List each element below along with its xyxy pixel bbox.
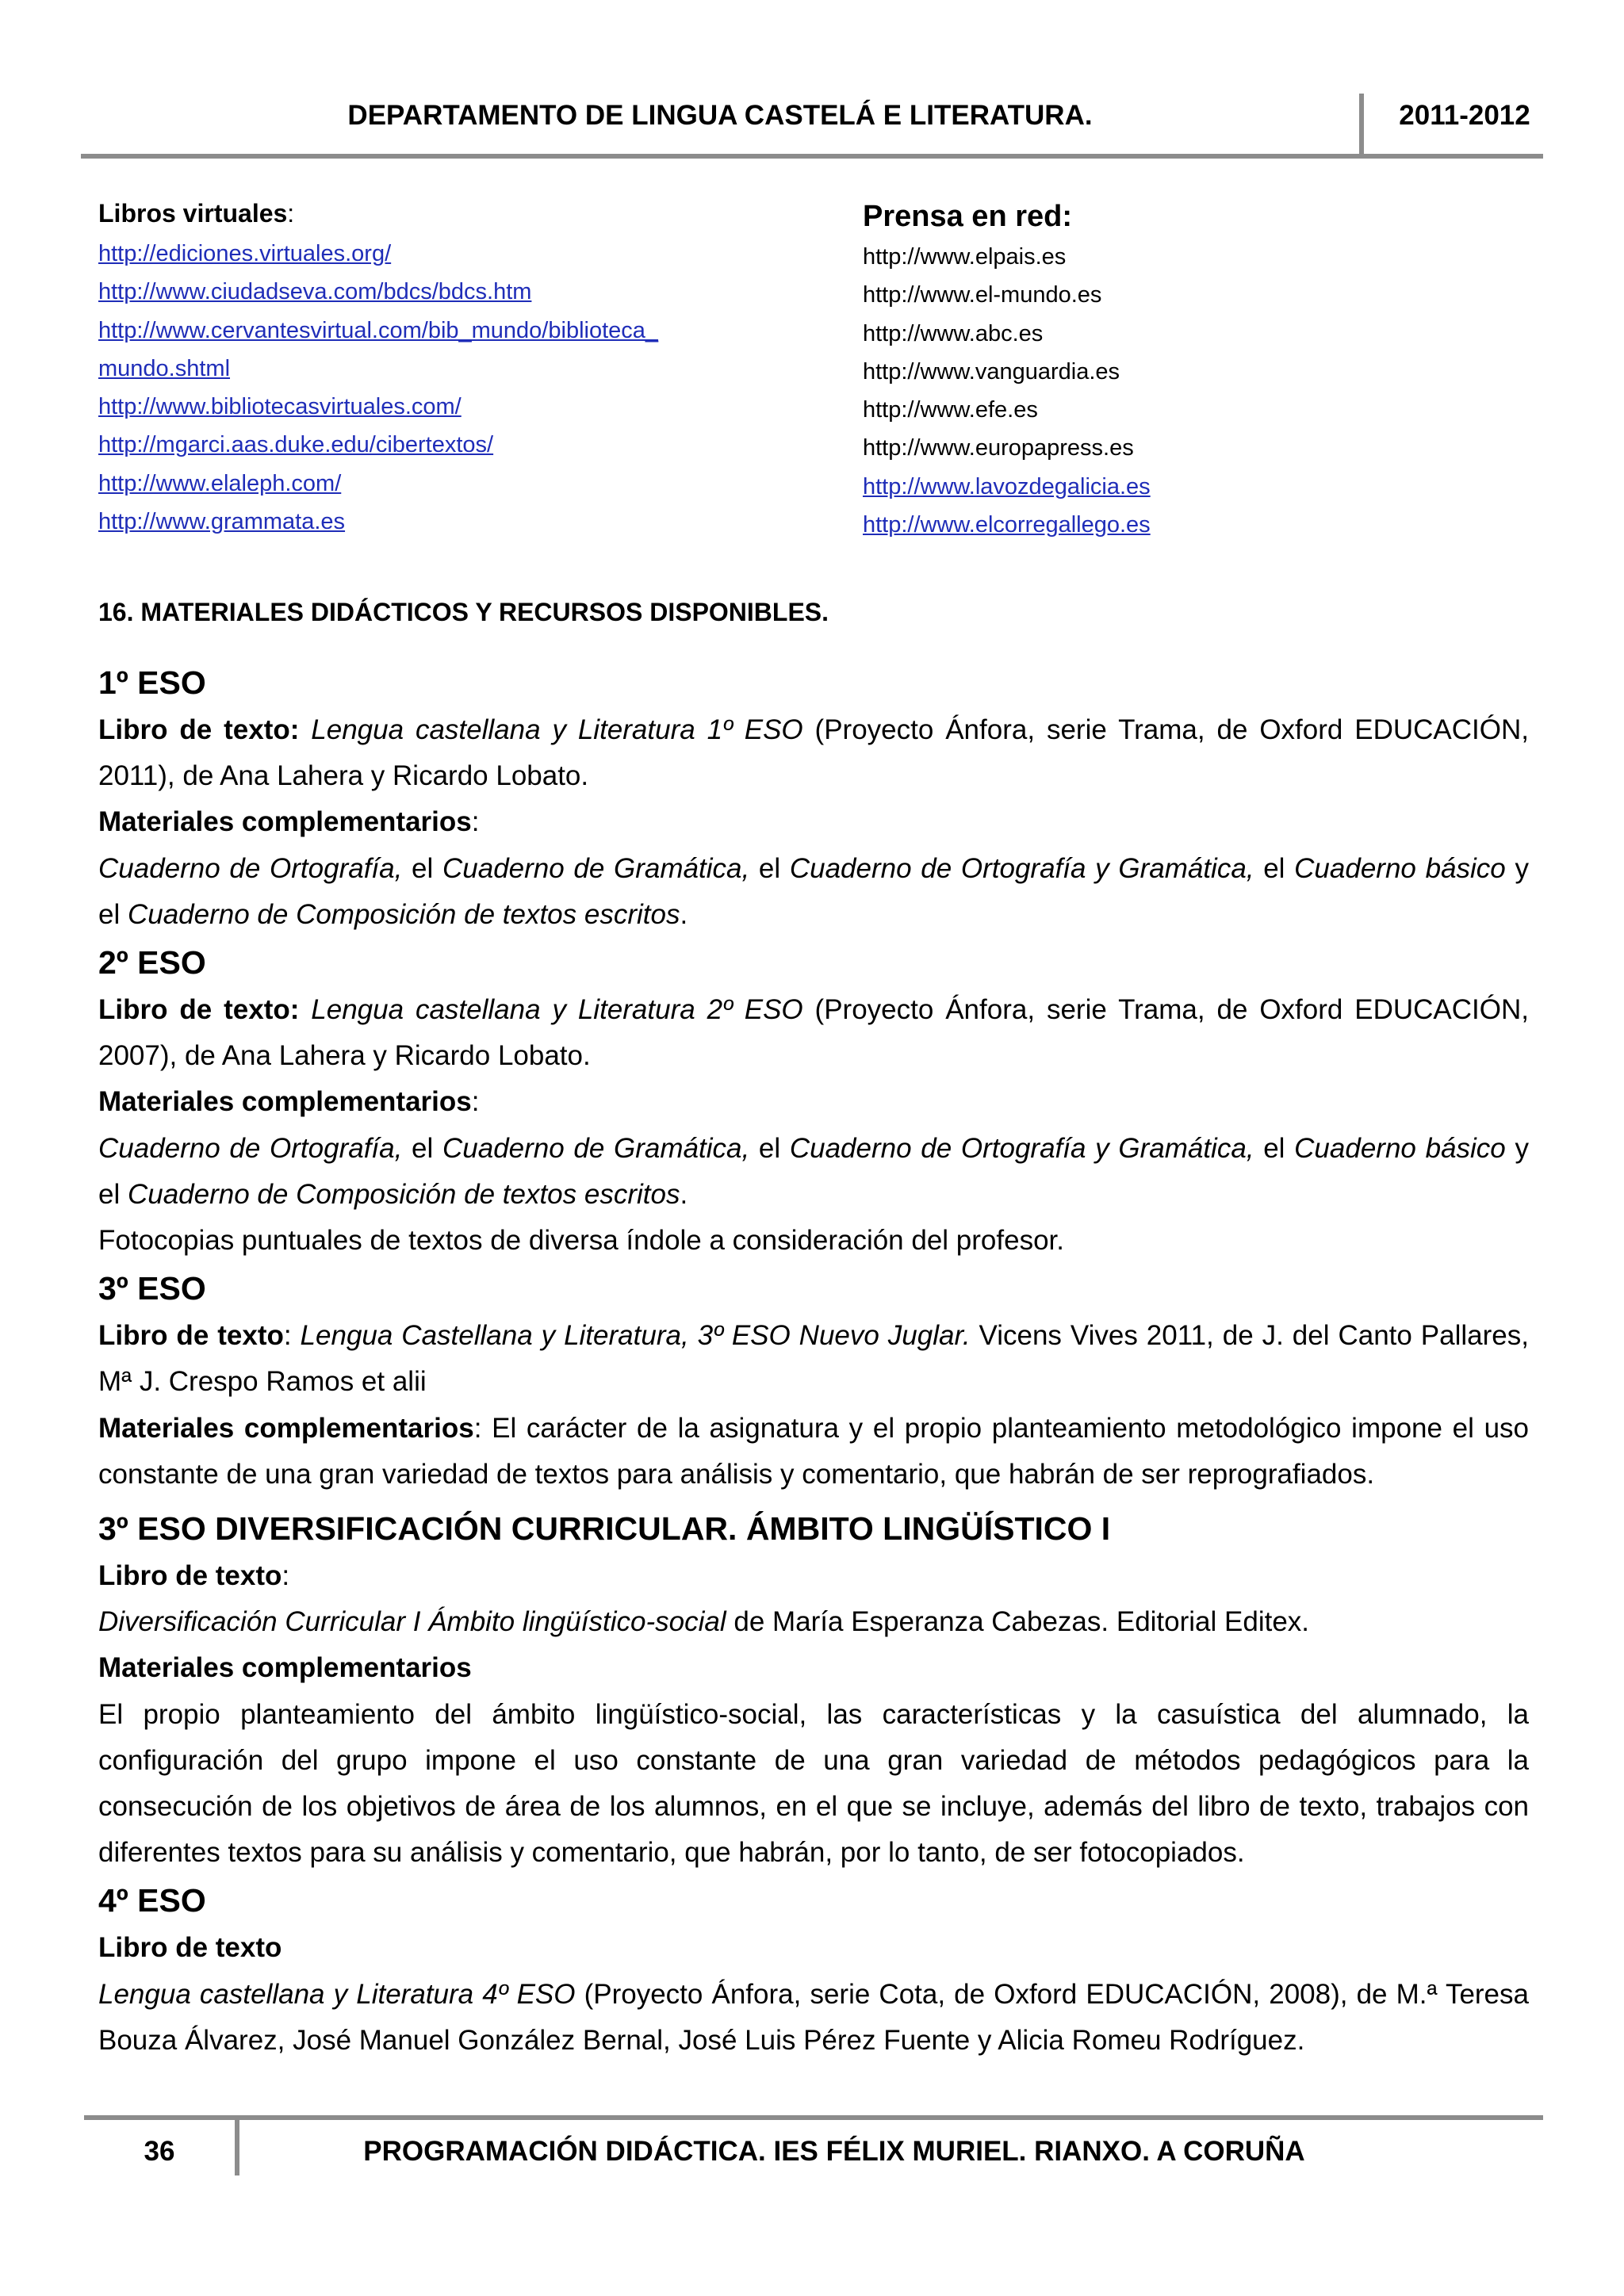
libro-1-eso: Libro de texto: Lengua castellana y Literatura 1º ESO (Proyecto Ánfora, serie Trama, de Oxford EDUCACIÓN, 2011), de Ana Lahera y Ricardo Lobato. xyxy=(98,714,1529,792)
link-ediciones-virtuales[interactable]: http://ediciones.virtuales.org/ xyxy=(98,241,392,266)
libro-label-diversificacion: Libro de texto: xyxy=(98,1560,290,1592)
link-cibertextos[interactable]: http://mgarci.aas.duke.edu/cibertextos/ xyxy=(98,432,494,458)
link-elaleph[interactable]: http://www.elaleph.com/ xyxy=(98,470,342,496)
link-cervantesvirtual[interactable]: http://www.cervantesvirtual.com/bib_mundo/biblioteca_ xyxy=(98,317,659,343)
link-lavozdegalicia[interactable]: http://www.lavozdegalicia.es xyxy=(863,473,1151,499)
link-grammata[interactable]: http://www.grammata.es xyxy=(98,509,346,535)
materiales-2-eso: Cuaderno de Ortografía, el Cuaderno de Gramática, el Cuaderno de Ortografía y Gramática, el Cuaderno básico y el Cuaderno de Composición de textos escritos. xyxy=(98,1132,1529,1210)
prensa-abc: http://www.abc.es xyxy=(863,320,1044,346)
materiales-label-1-eso: Materiales complementarios: xyxy=(98,806,480,838)
header-title: DEPARTAMENTO DE LINGUA CASTELÁ E LITERATURA. xyxy=(347,100,1093,131)
page-footer xyxy=(84,2115,1543,2179)
prensa-title: Prensa en red: xyxy=(863,200,1072,233)
heading-2-eso: 2º ESO xyxy=(98,944,206,982)
fotocopias-2-eso: Fotocopias puntuales de textos de diversa índole a consideración del profesor. xyxy=(98,1225,1064,1257)
libro-3-eso: Libro de texto: Lengua Castellana y Literatura, 3º ESO Nuevo Juglar. Vicens Vives 2011, de J. del Canto Pallares, Mª J. Crespo Ramos et alii xyxy=(98,1320,1529,1398)
prensa-elmundo: http://www.el-mundo.es xyxy=(863,282,1102,308)
materiales-diversificacion: El propio planteamiento del ámbito lingüístico-social, las características y la casuística del alumnado, la configuración del grupo impone el uso constante de una gran variedad de métodos pedagógicos para la consecución de los objetivos de área de los alumnos, en el que se incluye, además del libro de texto, trabajos con diferentes textos para su análisis y comentario, que habrán, por lo tanto, de ser fotocopiados. xyxy=(98,1698,1529,1869)
header-separator xyxy=(1359,94,1364,155)
materiales-label-diversificacion: Materiales complementarios xyxy=(98,1652,472,1684)
header-year: 2011-2012 xyxy=(1399,100,1530,131)
heading-4-eso: 4º ESO xyxy=(98,1882,206,1919)
link-bibliotecasvirtuales[interactable]: http://www.bibliotecasvirtuales.com/ xyxy=(98,394,462,420)
page-number: 36 xyxy=(144,2136,175,2167)
libros-virtuales-title: Libros virtuales: xyxy=(98,199,295,228)
materiales-1-eso: Cuaderno de Ortografía, el Cuaderno de Gramática, el Cuaderno de Ortografía y Gramática, el Cuaderno básico y el Cuaderno de Composición de textos escritos. xyxy=(98,852,1529,930)
link-cervantesvirtual-cont[interactable]: mundo.shtml xyxy=(98,355,231,381)
libro-diversificacion: Diversificación Curricular I Ámbito lingüístico-social de María Esperanza Cabezas. Editorial Editex. xyxy=(98,1606,1310,1638)
libro-label-4-eso: Libro de texto xyxy=(98,1932,282,1964)
prensa-vanguardia: http://www.vanguardia.es xyxy=(863,358,1120,385)
prensa-europapress: http://www.europapress.es xyxy=(863,435,1134,461)
footer-text: PROGRAMACIÓN DIDÁCTICA. IES FÉLIX MURIEL. RIANXO. A CORUÑA xyxy=(363,2136,1305,2167)
heading-1-eso: 1º ESO xyxy=(98,664,206,701)
main-content xyxy=(98,587,1529,2064)
materiales-label-2-eso: Materiales complementarios: xyxy=(98,1086,480,1118)
heading-diversificacion: 3º ESO DIVERSIFICACIÓN CURRICULAR. ÁMBITO LINGÜÍSTICO I xyxy=(98,1510,1111,1548)
heading-3-eso: 3º ESO xyxy=(98,1270,206,1307)
header-rule xyxy=(81,154,1543,159)
prensa-list xyxy=(863,195,1513,544)
prensa-efe: http://www.efe.es xyxy=(863,397,1038,423)
section-heading: 16. MATERIALES DIDÁCTICOS Y RECURSOS DISPONIBLES. xyxy=(98,598,829,626)
footer-rule xyxy=(84,2115,1543,2120)
libro-4-eso: Lengua castellana y Literatura 4º ESO (Proyecto Ánfora, serie Cota, de Oxford EDUCACIÓN, 2008), de M.ª Teresa Bouza Álvarez, José Manuel González Bernal, José Luis Pérez Fuente y Alicia Romeu Rodríguez. xyxy=(98,1978,1529,2056)
link-elcorregallego[interactable]: http://www.elcorregallego.es xyxy=(863,512,1151,538)
page-header xyxy=(81,94,1543,159)
libros-virtuales-list xyxy=(98,195,780,541)
materiales-3-eso: Materiales complementarios: El carácter de la asignatura y el propio planteamiento metodológico impone el uso constante de una gran variedad de textos para análisis y comentario, que habrán de ser reprografiados. xyxy=(98,1412,1529,1490)
prensa-elpais: http://www.elpais.es xyxy=(863,244,1067,270)
libro-2-eso: Libro de texto: Lengua castellana y Literatura 2º ESO (Proyecto Ánfora, serie Trama, de Oxford EDUCACIÓN, 2007), de Ana Lahera y Ricardo Lobato. xyxy=(98,994,1529,1072)
link-ciudadseva[interactable]: http://www.ciudadseva.com/bdcs/bdcs.htm xyxy=(98,279,532,305)
